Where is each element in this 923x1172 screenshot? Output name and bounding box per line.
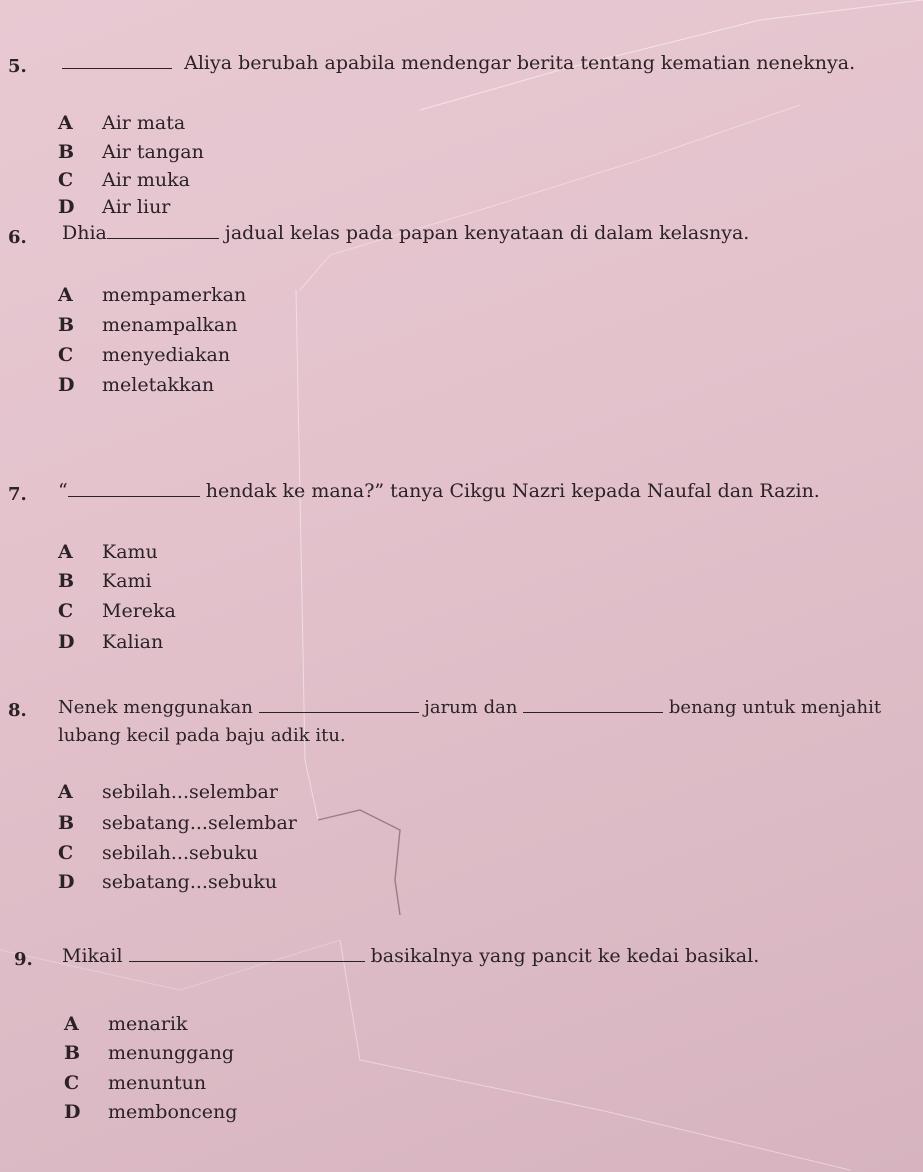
question-stem: Nenek menggunakan jarum dan benang untuk menjahit xyxy=(58,697,882,718)
option-c[interactable]: C menyediakan xyxy=(58,344,231,366)
question-stem: Mikail basikalnya yang pancit ke kedai basikal. xyxy=(62,945,760,967)
option-d[interactable]: D meletakkan xyxy=(58,374,215,396)
question-number: 8. xyxy=(8,700,27,721)
option-c[interactable]: C Mereka xyxy=(58,600,176,622)
answer-blank[interactable] xyxy=(62,54,172,69)
option-a[interactable]: A menarik xyxy=(64,1013,188,1035)
option-b[interactable]: B menunggang xyxy=(64,1042,235,1064)
question-number: 9. xyxy=(14,949,33,970)
option-b[interactable]: B sebatang...selembar xyxy=(58,812,297,834)
answer-blank-2[interactable] xyxy=(523,698,663,713)
option-c[interactable]: C menuntun xyxy=(64,1072,207,1094)
option-c[interactable]: C Air muka xyxy=(58,169,191,191)
question-number: 6. xyxy=(8,227,27,248)
option-d[interactable]: D membonceng xyxy=(64,1101,238,1123)
answer-blank[interactable] xyxy=(68,482,200,497)
option-a[interactable]: A Air mata xyxy=(58,112,186,134)
answer-blank[interactable] xyxy=(107,224,219,239)
answer-blank-1[interactable] xyxy=(259,698,419,713)
option-a[interactable]: A sebilah...selembar xyxy=(58,781,278,803)
question-stem: Dhia jadual kelas pada papan kenyataan di dalam kelasnya. xyxy=(62,222,750,244)
option-d[interactable]: D Air liur xyxy=(58,196,171,218)
question-stem xyxy=(62,52,855,74)
question-number: 7. xyxy=(8,484,27,505)
option-d[interactable]: D sebatang...sebuku xyxy=(58,871,278,893)
question-stem: “ hendak ke mana?” tanya Cikgu Nazri kepada Naufal dan Razin. xyxy=(58,480,820,502)
answer-blank[interactable] xyxy=(129,947,365,962)
question-stem-line2: lubang kecil pada baju adik itu. xyxy=(58,725,346,746)
option-b[interactable]: B Kami xyxy=(58,570,152,592)
option-a[interactable]: A Kamu xyxy=(58,541,158,563)
option-b[interactable]: B menampalkan xyxy=(58,314,238,336)
option-d[interactable]: D Kalian xyxy=(58,631,164,653)
question-number: 5. xyxy=(8,56,27,77)
stem-text: Aliya berubah apabila mendengar berita tentang kematian neneknya. xyxy=(184,52,856,74)
option-c[interactable]: C sebilah...sebuku xyxy=(58,842,259,864)
option-b[interactable]: B Air tangan xyxy=(58,141,204,163)
option-a[interactable]: A mempamerkan xyxy=(58,284,247,306)
